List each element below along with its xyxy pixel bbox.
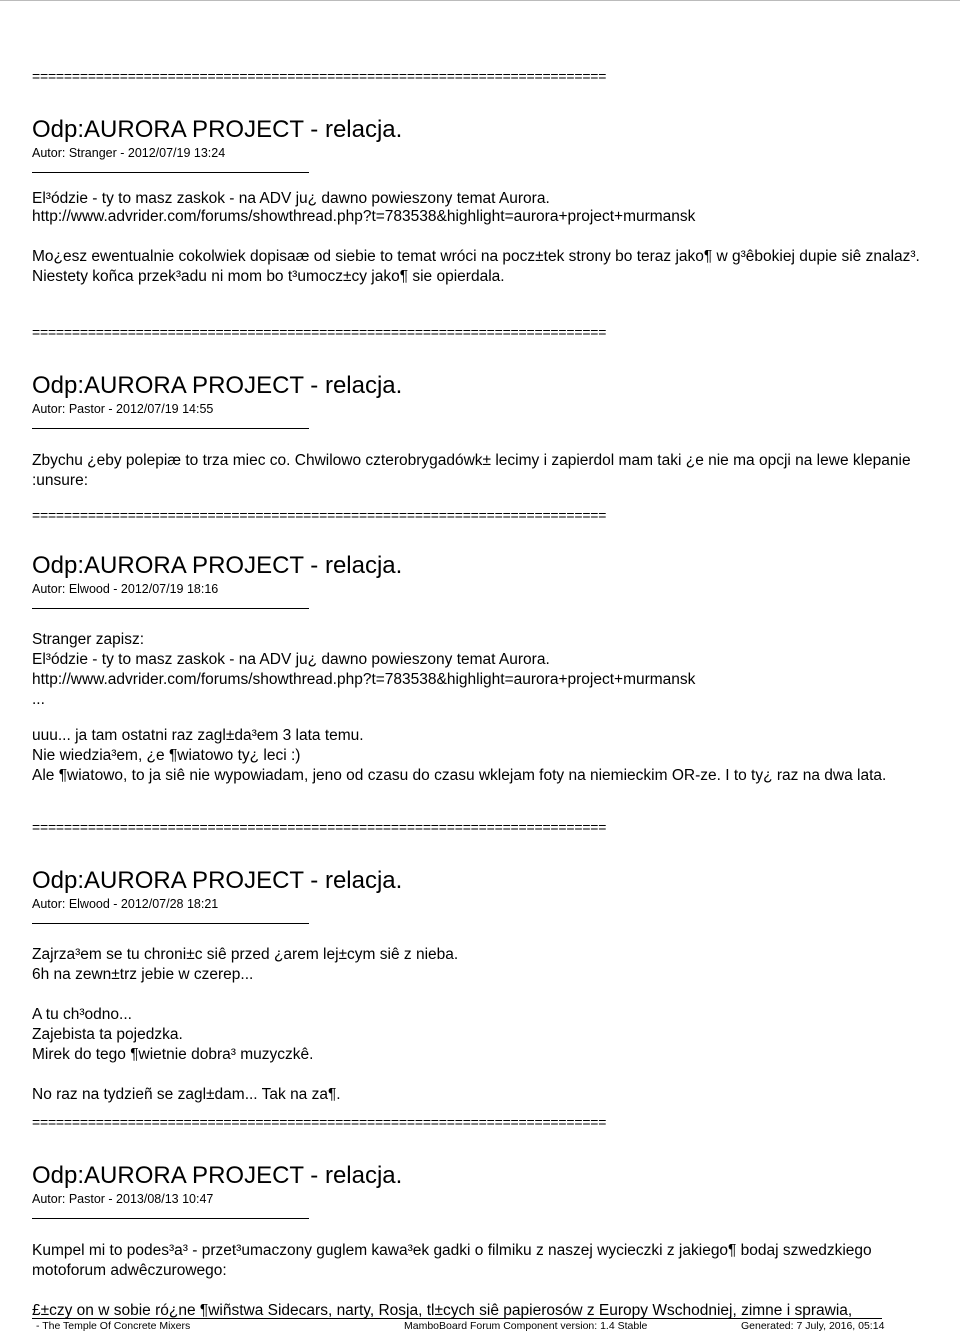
- footer-generated-date: Generated: 7 July, 2016, 05:14: [741, 1320, 885, 1332]
- separator: ========================================================================: [32, 1114, 607, 1130]
- page-footer: [32, 1318, 885, 1333]
- top-border: [0, 0, 960, 1]
- post: [32, 552, 937, 786]
- separator: ========================================================================: [32, 324, 607, 340]
- post-title: Odp:AURORA PROJECT - relacja.: [32, 1162, 403, 1189]
- post-rule: [32, 608, 309, 609]
- post-body: [32, 451, 937, 491]
- post-title: Odp:AURORA PROJECT - relacja.: [32, 552, 403, 579]
- post-author: Autor: Stranger - 2012/07/19 13:24: [32, 146, 226, 160]
- post-line: Stranger zapisz:: [32, 631, 144, 648]
- post-title: Odp:AURORA PROJECT - relacja.: [32, 116, 403, 143]
- post-line: 6h na zewn±trz jebie w czerep...: [32, 966, 254, 983]
- post-line: http://www.advrider.com/forums/showthread.php?t=783538&highlight=aurora+project+murmansk: [32, 671, 696, 688]
- post-line: Mirek do tego ¶wietnie dobra³ muzyczkê.: [32, 1046, 314, 1063]
- post-body: [32, 630, 937, 786]
- post-line: ...: [32, 691, 45, 708]
- post-line: Niestety koñca przek³adu ni mom bo t³umocz±cy jako¶ sie opierdala.: [32, 268, 505, 285]
- post-line: No raz na tydzieñ se zagl±dam... Tak na za¶.: [32, 1086, 341, 1103]
- post: [32, 1162, 937, 1321]
- post-body: [32, 189, 937, 287]
- post-line: Nie wiedzia³em, ¿e ¶wiatowo ty¿ leci :): [32, 747, 301, 764]
- post-line: [32, 227, 937, 247]
- separator: ========================================================================: [32, 819, 607, 835]
- post-author: Autor: Elwood - 2012/07/28 18:21: [32, 897, 219, 911]
- post-title: Odp:AURORA PROJECT - relacja.: [32, 867, 403, 894]
- post: [32, 867, 937, 1105]
- footer-component-version: MamboBoard Forum Component version: 1.4 Stable: [404, 1320, 648, 1332]
- post: [32, 372, 937, 491]
- post-line: Zajrza³em se tu chroni±c siê przed ¿arem lej±cym siê z nieba.: [32, 946, 459, 963]
- post-rule: [32, 923, 309, 924]
- post-rule: [32, 172, 309, 173]
- post-body: [32, 1241, 937, 1321]
- post-line: Mo¿esz ewentualnie cokolwiek dopisaæ od siebie to temat wróci na pocz±tek strony bo teraz jako¶ w g³êbokiej dupie siê znalaz³.: [32, 248, 920, 265]
- post-author: Autor: Pastor - 2013/08/13 10:47: [32, 1192, 214, 1206]
- footer-site-name: - The Temple Of Concrete Mixers: [36, 1320, 191, 1332]
- post-line: [32, 1065, 937, 1085]
- post-line: Zajebista ta pojedzka.: [32, 1026, 183, 1043]
- post-line: El³ódzie - ty to masz zaskok - na ADV ju¿ dawno powieszony temat Aurora.: [32, 190, 550, 207]
- post-title: Odp:AURORA PROJECT - relacja.: [32, 372, 403, 399]
- post-line: uuu... ja tam ostatni raz zagl±da³em 3 lata temu.: [32, 727, 364, 744]
- post-line: http://www.advrider.com/forums/showthread.php?t=783538&highlight=aurora+project+murmansk: [32, 208, 696, 225]
- post-line: [32, 985, 937, 1005]
- post-rule: [32, 428, 309, 429]
- post-body: [32, 945, 937, 1105]
- post-line: £±czy on w sobie ró¿ne ¶wiñstwa Sidecars, narty, Rosja, tl±cych siê papierosów z Europy Wschodniej, zimne i sprawia,: [32, 1302, 853, 1319]
- post-author: Autor: Elwood - 2012/07/19 18:16: [32, 582, 219, 596]
- post-line: Kumpel mi to podes³a³ - przet³umaczony guglem kawa³ek gadki o filmiku z naszej wycieczki z jakiego¶ bodaj szwedzkiego motoforum adwêczurowego:: [32, 1242, 872, 1279]
- post-line: Ale ¶wiatowo, to ja siê nie wypowiadam, jeno od czasu do czasu wklejam foty na niemieckim OR-ze. I to ty¿ raz na dwa lata.: [32, 767, 887, 784]
- post-line: A tu ch³odno...: [32, 1006, 132, 1023]
- post: [32, 116, 937, 287]
- separator: ========================================================================: [32, 68, 607, 84]
- post-rule: [32, 1218, 309, 1219]
- separator: ========================================================================: [32, 507, 607, 523]
- post-line: El³ódzie - ty to masz zaskok - na ADV ju¿ dawno powieszony temat Aurora.: [32, 651, 550, 668]
- post-author: Autor: Pastor - 2012/07/19 14:55: [32, 402, 214, 416]
- post-line: [32, 1281, 937, 1301]
- post-line: Zbychu ¿eby polepiæ to trza miec co. Chwilowo czterobrygadówk± lecimy i zapierdol mam taki ¿e nie ma opcji na lewe klepanie :unsure:: [32, 452, 911, 489]
